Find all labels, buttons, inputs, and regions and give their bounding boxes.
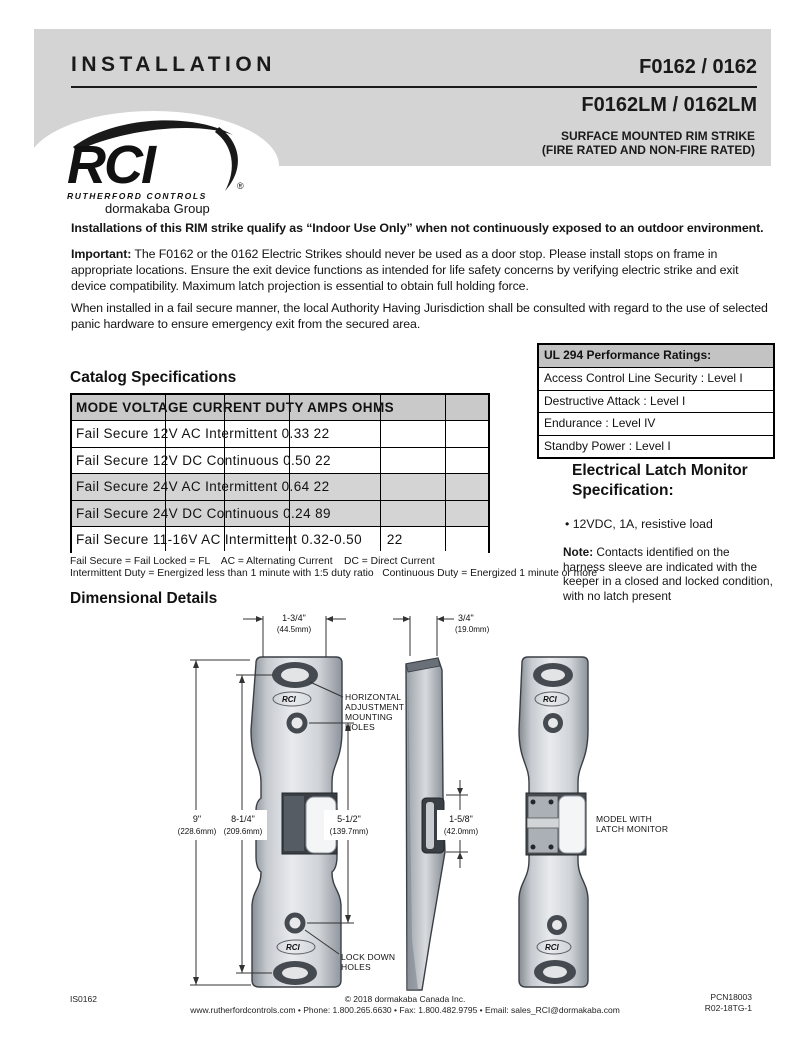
table-footnote-1: Fail Secure = Fail Locked = FL AC = Alternating Current DC = Direct Current — [70, 556, 435, 567]
svg-text:RCI: RCI — [282, 695, 296, 704]
dim-overall-height-label: 9" — [192, 814, 202, 824]
dim-side-depth-mm: (19.0mm) — [455, 625, 490, 634]
dimensional-details-heading: Dimensional Details — [70, 590, 218, 607]
table-row — [72, 526, 488, 553]
catalog-specs-heading: Catalog Specifications — [70, 369, 237, 386]
logo-registered-mark: ® — [237, 181, 244, 191]
svg-text:MOUNTING: MOUNTING — [345, 712, 393, 722]
rci-logo — [25, 105, 290, 227]
page-title: INSTALLATION — [71, 53, 276, 76]
header-rule — [71, 86, 757, 88]
svg-text:HOLES: HOLES — [341, 962, 371, 972]
svg-text:ADJUSTMENT: ADJUSTMENT — [345, 702, 405, 712]
product-subtitle-rating: (FIRE RATED AND NON-FIRE RATED) — [541, 143, 755, 157]
horizontal-holes-label — [345, 692, 404, 732]
ul-ratings-header: UL 294 Performance Ratings: — [539, 345, 773, 367]
ul-rating-row: Access Control Line Security : Level I — [539, 367, 773, 390]
table-row-text: Fail Secure 24V AC Intermittent 0.64 22 — [76, 479, 330, 494]
svg-text:LATCH MONITOR: LATCH MONITOR — [596, 824, 669, 834]
latch-monitor-view-drawing — [519, 657, 588, 987]
dim-overall-height-mm: (228.6mm) — [177, 827, 217, 836]
dim-front-width-label: 1-3/4" — [282, 613, 306, 623]
dim-side-depth-label: 3/4" — [458, 613, 474, 623]
svg-text:RCI: RCI — [545, 943, 559, 952]
important-paragraph — [71, 246, 771, 294]
table-row — [72, 447, 488, 474]
table-row-text: Fail Secure 11-16V AC Intermittent 0.32-0.50 22 — [76, 532, 403, 547]
note-line: harness sleeve are indicated with the — [563, 559, 758, 574]
latch-monitor-note — [563, 545, 773, 603]
note-line: Contacts identified on the — [593, 545, 730, 559]
ul-rating-row: Endurance : Level IV — [539, 412, 773, 435]
important-text: The F0162 or the 0162 Electric Strikes should never be used as a door stop. Please install stops on frame in appropriate locations. Ensure the exit device functions as intended for life safety concerns by verifying electric strike and exit device compatibility. Maximum latch projection is essential to obtain full holding force. — [71, 247, 739, 293]
dim-hole-span-mm: (209.6mm) — [223, 827, 263, 836]
latch-monitor-spec-bullet: • 12VDC, 1A, resistive load — [565, 517, 713, 531]
table-row-text: Fail Secure 12V AC Intermittent 0.33 22 — [76, 426, 330, 441]
svg-text:HOLES: HOLES — [345, 722, 375, 732]
table-row — [72, 420, 488, 447]
note-label: Note: — [563, 545, 594, 559]
footer-contact: www.rutherfordcontrols.com • Phone: 1.800.265.6630 • Fax: 1.800.482.9795 • Email: sales_RCI@dormakaba.com — [190, 1005, 620, 1015]
svg-text:RCI: RCI — [286, 943, 300, 952]
model-number-primary: F0162 / 0162 — [639, 56, 757, 78]
latch-monitor-assembly — [526, 793, 586, 855]
table-row — [72, 473, 488, 500]
ul-ratings-table — [537, 343, 775, 459]
footer-pcn: PCN18003 — [710, 992, 752, 1002]
logo-brand-text: RCI — [67, 135, 154, 195]
table-header-text: MODE VOLTAGE CURRENT DUTY AMPS OHMS — [76, 400, 395, 415]
svg-text:HORIZONTAL: HORIZONTAL — [345, 692, 402, 702]
lockdown-holes-label — [341, 952, 395, 972]
model-number-secondary: F0162LM / 0162LM — [581, 94, 757, 116]
intro-statement: Installations of this RIM strike qualify as “Indoor Use Only” when not continuously exposed to an outdoor environment. — [71, 221, 764, 235]
table-footnote-2: Intermittent Duty = Energized less than 1 minute with 1:5 duty ratio Continuous Duty = Energized 1 minute or more — [70, 568, 598, 579]
fail-secure-paragraph: When installed in a fail secure manner, the local Authority Having Jurisdiction shall be consulted with regard to the use of selected panic hardware to ensure emergency exit from the secured area. — [71, 301, 768, 331]
logo-group-name: dormakaba Group — [105, 201, 210, 216]
dimensional-drawing — [60, 610, 780, 1000]
table-row-text: Fail Secure 12V DC Continuous 0.50 22 — [76, 452, 331, 468]
dim-keeper-height-mm: (42.0mm) — [443, 827, 479, 836]
model-latch-monitor-label — [596, 814, 668, 834]
svg-text:RCI: RCI — [543, 695, 557, 704]
footer-doc-id: IS0162 — [70, 994, 97, 1004]
svg-text:LOCK DOWN: LOCK DOWN — [341, 952, 396, 962]
logo-tagline: RUTHERFORD CONTROLS — [67, 191, 207, 201]
footer-copyright: © 2018 dormakaba Canada Inc. — [344, 994, 466, 1004]
catalog-specs-table — [70, 393, 490, 553]
table-header-row — [72, 395, 488, 420]
dim-hole-span-label: 8-1/4" — [231, 814, 255, 824]
dim-side-depth — [393, 616, 454, 656]
table-row — [72, 500, 488, 527]
note-line: keeper in a closed and locked condition, — [563, 574, 773, 589]
footer-revision: R02-18TG-1 — [704, 1003, 752, 1013]
latch-monitor-heading — [572, 461, 748, 500]
latch-monitor-heading-line1: Electrical Latch Monitor — [572, 462, 748, 479]
ul-rating-row: Destructive Attack : Level I — [539, 390, 773, 413]
table-row-text: Fail Secure 24V DC Continuous 0.24 89 — [76, 505, 331, 521]
dim-latch-span-label: 5-1/2" — [337, 814, 361, 824]
svg-text:MODEL WITH: MODEL WITH — [596, 814, 652, 824]
dim-latch-span-mm: (139.7mm) — [329, 827, 369, 836]
dim-keeper-height-label: 1-5/8" — [449, 814, 473, 824]
dim-front-width-mm: (44.5mm) — [276, 625, 312, 634]
note-line: with no latch present — [563, 588, 672, 603]
latch-monitor-heading-line2: Specification: — [572, 481, 674, 499]
important-label: Important: — [71, 247, 132, 261]
product-subtitle: SURFACE MOUNTED RIM STRIKE — [560, 129, 755, 143]
ul-rating-row: Standby Power : Level I — [539, 435, 773, 458]
